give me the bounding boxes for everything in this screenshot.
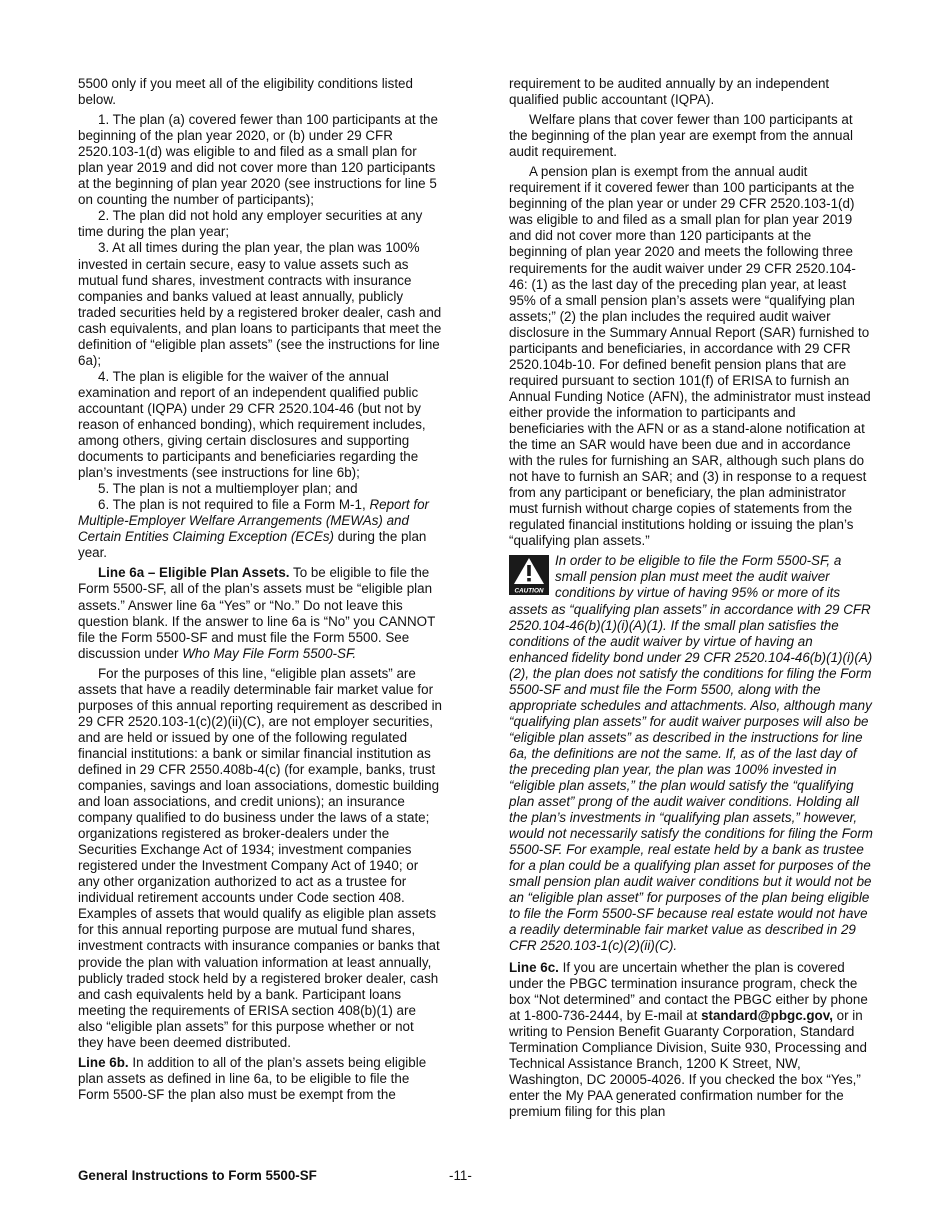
left-column — [78, 76, 442, 1107]
line-6b-text: In addition to all of the plan’s assets being eligible plan assets as defined in line 6a, to be eligible to file the Form 5500-SF the plan also must be exempt from the — [78, 1054, 427, 1102]
condition-5: 5. The plan is not a multiemployer plan; and — [98, 481, 358, 497]
condition-6-form-title: Report for Multiple-Employer Welfare Arrangements (MEWAs) and Certain Entities Claiming Exception (ECEs) — [78, 497, 429, 545]
caution-label: CAUTION — [514, 587, 544, 595]
pbgc-email-address: standard@pbgc.gov, — [701, 1007, 833, 1023]
line-6c-text-1: If you are uncertain whether the plan is covered under the PBGC termination insurance program, check the box “Not determined” and contact the PBGC either by phone at 1-800-736-2444, by E-mail at — [509, 959, 868, 1023]
condition-1: 1. The plan (a) covered fewer than 100 participants at the beginning of the plan year 2020, or (b) under 29 CFR 2520.103-1(d) was eligible to and filed as a small plan for plan year 2019 and did not cover more than 120 participants at the beginning of plan year 2020 (see instructions for line 5 on counting the number of participants); — [78, 112, 438, 208]
audit-requirement-continuation: requirement to be audited annually by an independent qualified public accountant (IQPA). — [509, 76, 830, 108]
caution-text: In order to be eligible to file the Form 5500-SF, a small pension plan must meet the audit waiver conditions by virtue of having 95% or more of its assets as “qualifying plan assets” in accordance with 29 CFR 2520.104-46(b)(1)(i)(A)(1). If the small plan satisfies the conditions of the audit waiver by virtue of having an enhanced fidelity bond under 29 CFR 2520.104-46(b)(1)(i)(A)(2), the plan does not satisfy the conditions for filing the Form 5500-SF and must file the Form 5500, along with the appropriate schedules and attachments. Also, although many “qualifying plan assets” for audit waiver purposes will also be “eligible plan assets” as described in the instructions for line 6a, the definitions are not the same. If, as of the last day of the preceding plan year, the plan was 100% invested in “eligible plan assets,” the plan would satisfy the “qualifying plan asset” prong of the audit waiver conditions. Holding all the plan’s investments in “qualifying plan assets,” however, would not necessarily satisfy the conditions for filing the Form 5500-SF. For example, real estate held by a bank as trustee for a plan could be a qualifying plan asset for purposes of the small pension plan audit waiver conditions but it would not be an “eligible plan asset” for purposes of the plan being eligible to file the Form 5500-SF because real estate would not have a readily determinable fair market value as described in 29 CFR 2520.103-1(c)(2)(ii)(C). — [509, 553, 873, 954]
footer-title: General Instructions to Form 5500-SF — [78, 1168, 317, 1183]
condition-6 — [78, 497, 442, 561]
line-6b-paragraph — [78, 1055, 442, 1103]
condition-3: 3. At all times during the plan year, the plan was 100% invested in certain secure, easy to value assets such as mutual fund shares, investment contracts with insurance companies and banks valued at least annually, publicly traded securities held by a registered broker dealer, cash and cash equivalents, and plan loans to participants that meet the definition of “eligible plan assets” (see the instructions for line 6a); — [78, 240, 442, 368]
condition-4: 4. The plan is eligible for the waiver of the annual examination and report of an independent qualified public accountant (IQPA) under 29 CFR 2520.104-46 (but not by reason of enhanced bonding), which requirement includes, among others, giving certain disclosures and supporting documents to participants and beneficiaries regarding the plan’s investments (see instructions for line 6b); — [78, 368, 426, 481]
caution-note — [509, 553, 873, 954]
line-6a-heading: Line 6a – Eligible Plan Assets. — [98, 565, 290, 581]
line-6c-heading: Line 6c. — [509, 959, 559, 975]
line-6c-text-2: or in writing to Pension Benefit Guaranty Corporation, Standard Termination Compliance Division, Suite 930, Processing and Technical Assistance Branch, 1200 K Street, NW, Washington, DC 20005-4026. If you checked the box “Yes,” enter the My PAA generated confirmation number for the premium filing for this plan — [509, 1007, 868, 1119]
condition-2: 2. The plan did not hold any employer securities at any time during the plan year; — [78, 208, 423, 240]
line-6a-reference: Who May File Form 5500-SF. — [182, 645, 357, 661]
right-column — [509, 76, 873, 1124]
eligible-assets-definition: For the purposes of this line, “eligible plan assets” are assets that have a readily determinable fair market value for purposes of this annual reporting requirement as described in 29 CFR 2520.103-1(c)(2)(ii)(C), are not employer securities, and are held or issued by one of the following regulated financial institutions: a bank or similar financial institution as defined in 29 CFR 2550.408b-4(c) (for example, banks, trust companies, savings and loan associations, domestic building and loan associations, and credit unions); an insurance company qualified to do business under the laws of a state; organizations registered as broker-dealers under the Securities Exchange Act of 1934; investment companies registered under the Investment Company Act of 1940; or any other organization authorized to act as a trustee for individual retirement accounts under Code section 408. Examples of assets that would qualify as eligible plan assets for this annual reporting purpose are mutual fund shares, investment contracts with insurance companies or banks that provide the plan with valuation information at least annually, publicly traded stock held by a registered broker dealer, cash and cash equivalents held by a bank. Participant loans meeting the requirements of ERISA section 408(b)(1) are also “eligible plan assets” for this purpose whether or not they have been deemed distributed. — [78, 665, 442, 1050]
line-6c-paragraph — [509, 960, 873, 1120]
line-6b-heading: Line 6b. — [78, 1054, 129, 1070]
pension-plan-exemption-paragraph: A pension plan is exempt from the annual audit requirement if it covered fewer than 100 participants at the beginning of the plan year or under 29 CFR 2520.103-1(d) was eligible to and filed as a small plan for plan year 2019 and did not cover more than 120 participants at the beginning of plan year 2020 and meets the following three requirements for the audit waiver under 29 CFR 2520.104-46: (1) as the last day of the preceding plan year, at least 95% of a small pension plan’s assets were “qualifying plan assets;” (2) the plan includes the required audit waiver disclosure in the Summary Annual Report (SAR) furnished to participants and beneficiaries, in accordance with 29 CFR 2520.104b-10. For defined benefit pension plans that are required pursuant to section 101(f) of ERISA to furnish an Annual Funding Notice (AFN), the administrator must instead either provide the information to participants and beneficiaries with the AFN or as a stand-alone notification at the time an SAR would have been due and in accordance with the rules for furnishing an SAR, although such plans do not have to furnish an SAR; and (3) in response to a request from any participant or beneficiary, the plan administrator must furnish without charge copies of statements from the regulated financial institutions holding or issuing the plan’s “qualifying plan assets.” — [509, 164, 871, 549]
line-6a-paragraph — [78, 565, 442, 661]
page-number: -11- — [449, 1168, 472, 1183]
eligibility-intro: 5500 only if you meet all of the eligibility conditions listed below. — [78, 76, 413, 108]
welfare-plans-paragraph: Welfare plans that cover fewer than 100 participants at the beginning of the plan year are exempt from the annual audit requirement. — [509, 112, 853, 160]
condition-6-start: 6. The plan is not required to file a Form M-1, — [98, 497, 366, 513]
line-6a-text: To be eligible to file the Form 5500-SF, all of the plan’s assets must be “eligible plan assets.” Answer line 6a “Yes” or “No.” Do not leave this question blank. If the answer to line 6a is “No” you CANNOT file the Form 5500-SF and must file the Form 5500. See discussion under — [78, 565, 436, 661]
warning-triangle-icon — [509, 555, 549, 595]
condition-6-end: during the plan year. — [78, 529, 427, 561]
